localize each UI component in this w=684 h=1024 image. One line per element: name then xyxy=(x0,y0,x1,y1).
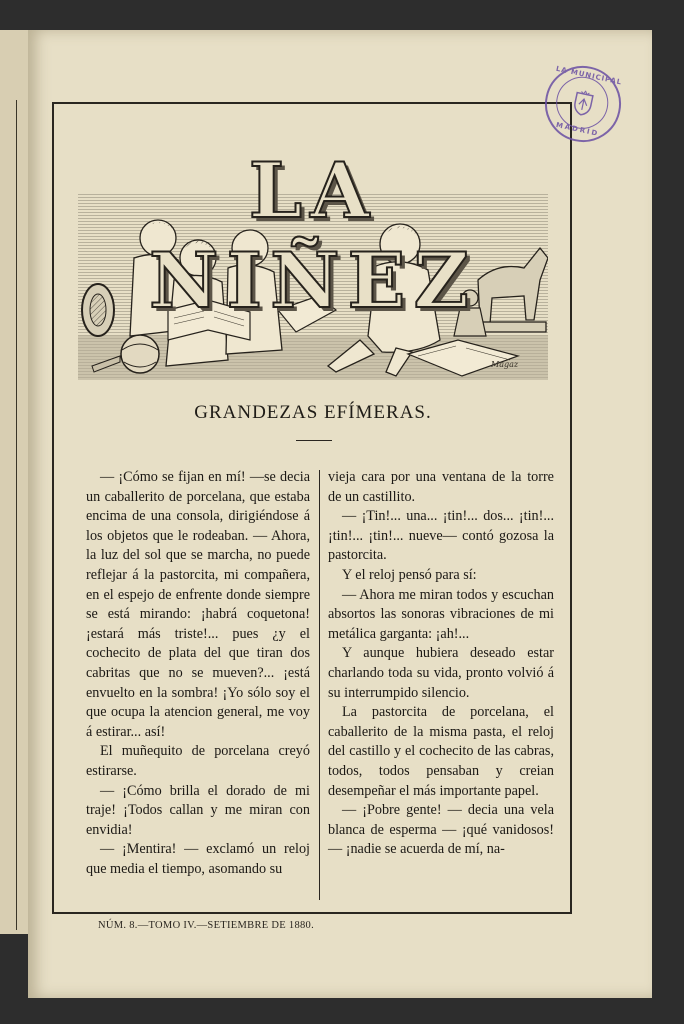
masthead-title: LA NIÑEZ xyxy=(149,146,477,325)
paragraph: — ¡Tin!... una... ¡tin!... dos... ¡tin!... ¡tin!... ¡tin!... nueve— contó gozosa la pastorcita. xyxy=(328,508,554,564)
paragraph-continuation: vieja cara por una ventana de la torre de un castillito. xyxy=(328,469,554,505)
stamp-top-text: LA MUNICIPAL xyxy=(555,64,623,87)
previous-page-frame-line xyxy=(4,100,17,930)
article-right-column xyxy=(328,468,554,860)
title-underline xyxy=(296,440,332,441)
stamp-bottom-text: MADRID xyxy=(555,120,600,138)
article-left-column xyxy=(86,468,310,879)
paragraph: Y el reloj pensó para sí: xyxy=(342,566,477,583)
paragraph: El muñequito de porcelana creyó estirarse. xyxy=(86,743,310,779)
column-divider xyxy=(319,470,320,900)
paragraph: — Ahora me miran todos y escuchan absortos las sonoras vibraciones de mi metálica garganta: ¡ah!... xyxy=(328,586,554,642)
paragraph: — ¡Mentira! — exclamó un reloj que media el tiempo, asomando su xyxy=(86,841,310,877)
paragraph: — ¡Pobre gente! — decia una vela blanca de esperma — ¡qué vanidosos! — ¡nadie se acuerda de mí, na- xyxy=(328,802,554,858)
engraver-signature: Magaz xyxy=(491,360,519,369)
magazine-page xyxy=(28,30,652,998)
paragraph: Y aunque hubiera deseado estar charlando toda su vida, pronto volvió á su interrumpido silencio. xyxy=(328,645,554,701)
paragraph: — ¡Cómo se fijan en mí! —se decia un caballerito de porcelana, que estaba encima de una consola, dirigiéndose á los objetos que le rodeaban. — Ahora, la luz del sol que se marcha, no puede reflejar á la pastorcita, mi compañera, en el espejo de enfrente donde siempre se está mirando: ¡habrá coquetona! ¡estará más triste!... pues ¿y el cochecito de plata del que tiran dos cabritas que no se mueven?... ¡está envuelto en la sombra! ¡Yo sólo soy el que ocupa la atencion general, me voy á estirar... así! xyxy=(86,469,310,740)
paragraph: La pastorcita de porcelana, el caballerito de la misma pasta, el reloj del castillo y el cochecito de las cabras, todos, todos pensaban y creian desempeñar el más importante papel. xyxy=(328,704,554,799)
masthead-illustration xyxy=(78,140,548,380)
paragraph: — ¡Cómo brilla el dorado de mi traje! ¡Todos callan y me miran con envidia! xyxy=(86,782,310,838)
article-title: GRANDEZAS EFÍMERAS. xyxy=(194,402,432,423)
issue-footer: NÚM. 8.—TOMO IV.—SETIEMBRE DE 1880. xyxy=(98,920,315,931)
